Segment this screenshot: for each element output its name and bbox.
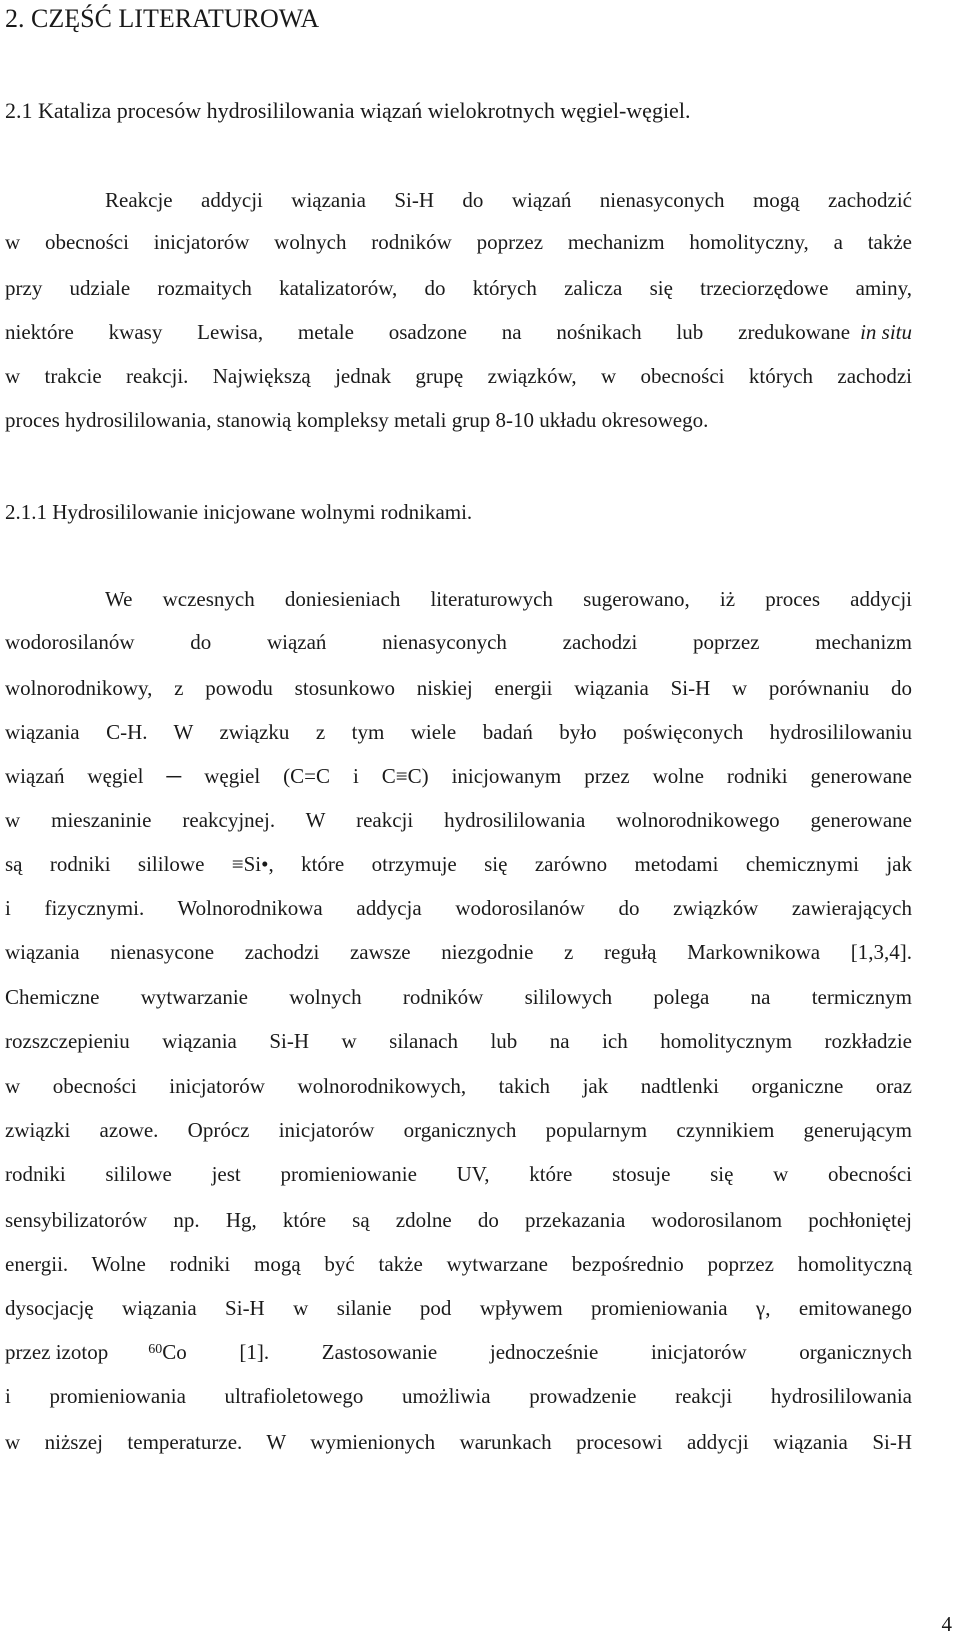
paragraph-line: rozszczepieniu wiązania Si-H w silanach lub na ich homolitycznym rozkładzie	[5, 1029, 912, 1053]
paragraph-line: energii. Wolne rodniki mogą być także wytwarzane bezpośrednio poprzez homolityczną	[5, 1252, 912, 1276]
paragraph-line: Reakcje addycji wiązania Si-H do wiązań nienasyconych mogą zachodzić	[105, 188, 912, 212]
paragraph-line: w obecności inicjatorów wolnorodnikowych, takich jak nadtlenki organiczne oraz	[5, 1074, 912, 1098]
line-text: przez izotop	[5, 1340, 109, 1364]
paragraph-line: wiązania nienasycone zachodzi zawsze niezgodnie z regułą Markownikowa [1,3,4].	[5, 940, 912, 964]
chapter-title: 2. CZĘŚĆ LITERATUROWA	[5, 4, 320, 33]
paragraph-line: w trakcie reakcji. Największą jednak grupę związków, w obecności których zachodzi	[5, 364, 912, 388]
paragraph-line: i fizycznymi. Wolnorodnikowa addycja wodorosilanów do związków zawierających	[5, 896, 912, 920]
paragraph-line: sensybilizatorów np. Hg, które są zdolne do przekazania wodorosilanom pochłoniętej	[5, 1208, 912, 1232]
paragraph-line	[5, 1338, 912, 1370]
line-text: niektóre kwasy Lewisa, metale osadzone na nośnikach lub zredukowane	[5, 320, 851, 344]
isotope-superscript: 60	[148, 1342, 163, 1357]
paragraph-line: wodorosilanów do wiązań nienasyconych zachodzi poprzez mechanizm	[5, 630, 912, 654]
paragraph-line: przy udziale rozmaitych katalizatorów, do których zalicza się trzeciorzędowe aminy,	[5, 276, 912, 300]
paragraph-line: Chemiczne wytwarzanie wolnych rodników sililowych polega na termicznym	[5, 985, 912, 1009]
page-number: 4	[941, 1612, 952, 1636]
paragraph-line: w niższej temperaturze. W wymienionych warunkach procesowi addycji wiązania Si-H	[5, 1430, 912, 1454]
paragraph-line: i promieniowania ultrafioletowego umożliwia prowadzenie reakcji hydrosililowania	[5, 1384, 912, 1408]
paragraph-line: We wczesnych doniesieniach literaturowych sugerowano, iż proces addycji	[105, 587, 912, 611]
paragraph-line: rodniki sililowe jest promieniowanie UV, które stosuje się w obecności	[5, 1162, 912, 1186]
subsection-title: 2.1.1 Hydrosililowanie inicjowane wolnymi rodnikami.	[5, 500, 473, 524]
paragraph-line	[5, 318, 912, 346]
section-title: 2.1 Kataliza procesów hydrosililowania wiązań wielokrotnych węgiel-węgiel.	[5, 98, 691, 123]
paragraph-line: są rodniki sililowe ≡Si•, które otrzymuje się zarówno metodami chemicznymi jak	[5, 852, 912, 876]
paragraph-line: proces hydrosililowania, stanowią kompleksy metali grup 8-10 układu okresowego.	[5, 408, 709, 432]
paragraph-line: związki azowe. Oprócz inicjatorów organicznych popularnym czynnikiem generującym	[5, 1118, 912, 1142]
line-text: Co [1]. Zastosowanie jednocześnie inicjatorów organicznych	[162, 1340, 912, 1364]
paragraph-line: wolnorodnikowy, z powodu stosunkowo niskiej energii wiązania Si-H w porównaniu do	[5, 676, 912, 700]
paragraph-line: wiązań węgiel ─ węgiel (C=C i C≡C) inicjowanym przez wolne rodniki generowane	[5, 764, 912, 788]
italic-term: in situ	[860, 320, 912, 344]
paragraph-line: wiązania C-H. W związku z tym wiele badań było poświęconych hydrosililowaniu	[5, 720, 912, 744]
paragraph-line: w mieszaninie reakcyjnej. W reakcji hydrosililowania wolnorodnikowego generowane	[5, 808, 912, 832]
paragraph-line: w obecności inicjatorów wolnych rodników poprzez mechanizm homolityczny, a także	[5, 230, 912, 254]
paragraph-line: dysocjację wiązania Si-H w silanie pod wpływem promieniowania γ, emitowanego	[5, 1296, 912, 1320]
